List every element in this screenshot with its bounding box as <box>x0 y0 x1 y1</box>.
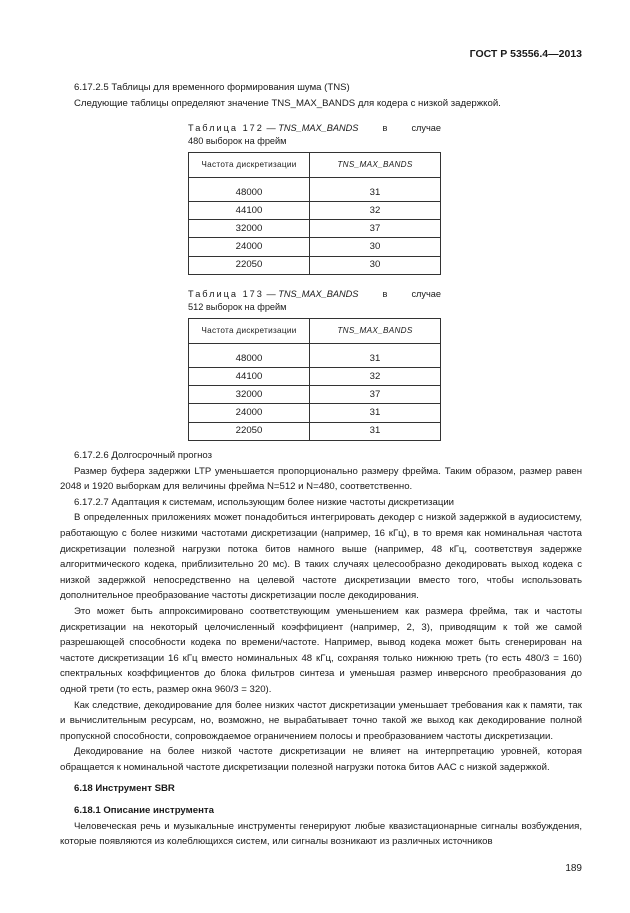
caption-name: TNS_MAX_BANDS <box>278 289 359 299</box>
table-row <box>189 422 441 440</box>
table-172-caption <box>188 122 441 148</box>
section-heading: 6.17.2.5 Таблицы для временного формирования шума (TNS) <box>74 82 350 93</box>
column-header: TNS_MAX_BANDS <box>310 153 441 178</box>
section-6-17-2-5 <box>60 80 582 111</box>
bands-cell: 31 <box>310 404 441 422</box>
paragraph: Это может быть аппроксимировано соответствующим уменьшением как размера фрейма, так и частоты дискретизации на некоторый целочисленный коэффициент (например, 2, 3), приводящим к той же самой разрешающей способности кодека по времени/частоте. Например, вывод кодека может быть сгенерирован на частоте дискретизации 16 кГц вместо номинальных 48 кГц, сохраняя только нижнюю треть (то есть 480/3 = 160) спектральных коэффициентов до блока фильтров синтеза и уменьшая размер инверсного преобразования до одной трети (то есть, размер окна 960/3 = 320). <box>60 605 582 695</box>
frequency-cell: 22050 <box>189 256 310 274</box>
table-row <box>189 220 441 238</box>
paragraph: Следующие таблицы определяют значение TNS_MAX_BANDS для кодера с низкой задержкой. <box>74 97 501 109</box>
caption-in: в <box>382 123 388 133</box>
caption-line2: 480 выборок на фрейм <box>188 136 287 146</box>
page-number: 189 <box>565 863 582 874</box>
table-label: Таблица 173 <box>188 289 264 299</box>
table-row <box>189 256 441 274</box>
frequency-cell: 48000 <box>189 178 310 202</box>
table-row <box>189 344 441 368</box>
table-row <box>189 178 441 202</box>
bands-cell: 37 <box>310 386 441 404</box>
frequency-cell: 48000 <box>189 344 310 368</box>
caption-dash: — <box>266 289 276 299</box>
body-text <box>60 448 582 850</box>
paragraph: Декодирование на более низкой частоте дискретизации не влияет на интерпретацию уровней, которая обращается к номинальной частоте дискретизации полезной нагрузки потока битов AAC с низкой задержкой. <box>60 746 582 773</box>
bands-cell: 30 <box>310 238 441 256</box>
column-header: Частота дискретизации <box>189 153 310 178</box>
table-173-caption <box>188 288 441 314</box>
table-row <box>189 202 441 220</box>
paragraph: В определенных приложениях может понадобиться интегрировать декодер с низкой задержкой в аудиосистему, работающую с более низкими частотами дискретизации (например, 16 кГц), в то время как номинальная частота дискретизации полезной нагрузки потока битов намного выше (например, 48 кГц, соответствуя задержке алгоритмического кодека, приблизительно 20 мс). В таких случаях целесообразно декодировать выход кодека с низкой задержкой непосредственно на целевой частоте дискретизации вместо того, чтобы использовать дополнительное преобразование частоты дискретизации после декодирования. <box>60 512 582 602</box>
document-id: ГОСТ Р 53556.4—2013 <box>469 48 582 60</box>
caption-in: в <box>382 289 388 299</box>
bands-cell: 37 <box>310 220 441 238</box>
frequency-cell: 24000 <box>189 238 310 256</box>
frequency-cell: 44100 <box>189 368 310 386</box>
table-row <box>189 404 441 422</box>
bands-cell: 31 <box>310 422 441 440</box>
caption-line2: 512 выборок на фрейм <box>188 302 287 312</box>
bands-cell: 32 <box>310 202 441 220</box>
bands-cell: 32 <box>310 368 441 386</box>
frequency-cell: 44100 <box>189 202 310 220</box>
section-heading: 6.18 Инструмент SBR <box>74 783 175 795</box>
section-heading: 6.17.2.6 Долгосрочный прогноз <box>74 450 213 461</box>
paragraph: Как следствие, декодирование для более низких частот дискретизации уменьшает требования как к памяти, так и вычислительным ресурсам, но, возможно, не вырабатывает точно такой же выход как декодирование полной пропускной способности, сопровождаемое ограничением полосы и преобразованием частоты дискретизации. <box>60 699 582 742</box>
bands-cell: 30 <box>310 256 441 274</box>
caption-case: случае <box>411 123 441 133</box>
frequency-cell: 32000 <box>189 220 310 238</box>
caption-name: TNS_MAX_BANDS <box>278 123 359 133</box>
table-row <box>189 238 441 256</box>
table-label: Таблица 172 <box>188 123 264 133</box>
column-header: TNS_MAX_BANDS <box>310 319 441 344</box>
caption-dash: — <box>266 123 276 133</box>
bands-cell: 31 <box>310 178 441 202</box>
paragraph: Размер буфера задержки LTP уменьшается пропорционально размеру фрейма. Таким образом, размер равен 2048 и 1920 выборкам для величины фрейма N=512 и N=480, соответственно. <box>60 465 582 493</box>
section-heading: 6.18.1 Описание инструмента <box>74 805 214 817</box>
caption-case: случае <box>411 289 441 299</box>
frequency-cell: 24000 <box>189 404 310 422</box>
table-172 <box>188 152 441 275</box>
table-row <box>189 368 441 386</box>
bands-cell: 31 <box>310 344 441 368</box>
paragraph: Человеческая речь и музыкальные инструменты генерируют любые квазистационарные сигналы возбуждения, которые появляются из колеблющихся систем, или сигналы возникают из различных источников <box>60 820 582 848</box>
table-row <box>189 386 441 404</box>
frequency-cell: 22050 <box>189 422 310 440</box>
column-header: Частота дискретизации <box>189 319 310 344</box>
table-173 <box>188 318 441 441</box>
section-heading: 6.17.2.7 Адаптация к системам, использующим более низкие частоты дискретизации <box>74 496 455 508</box>
frequency-cell: 32000 <box>189 386 310 404</box>
